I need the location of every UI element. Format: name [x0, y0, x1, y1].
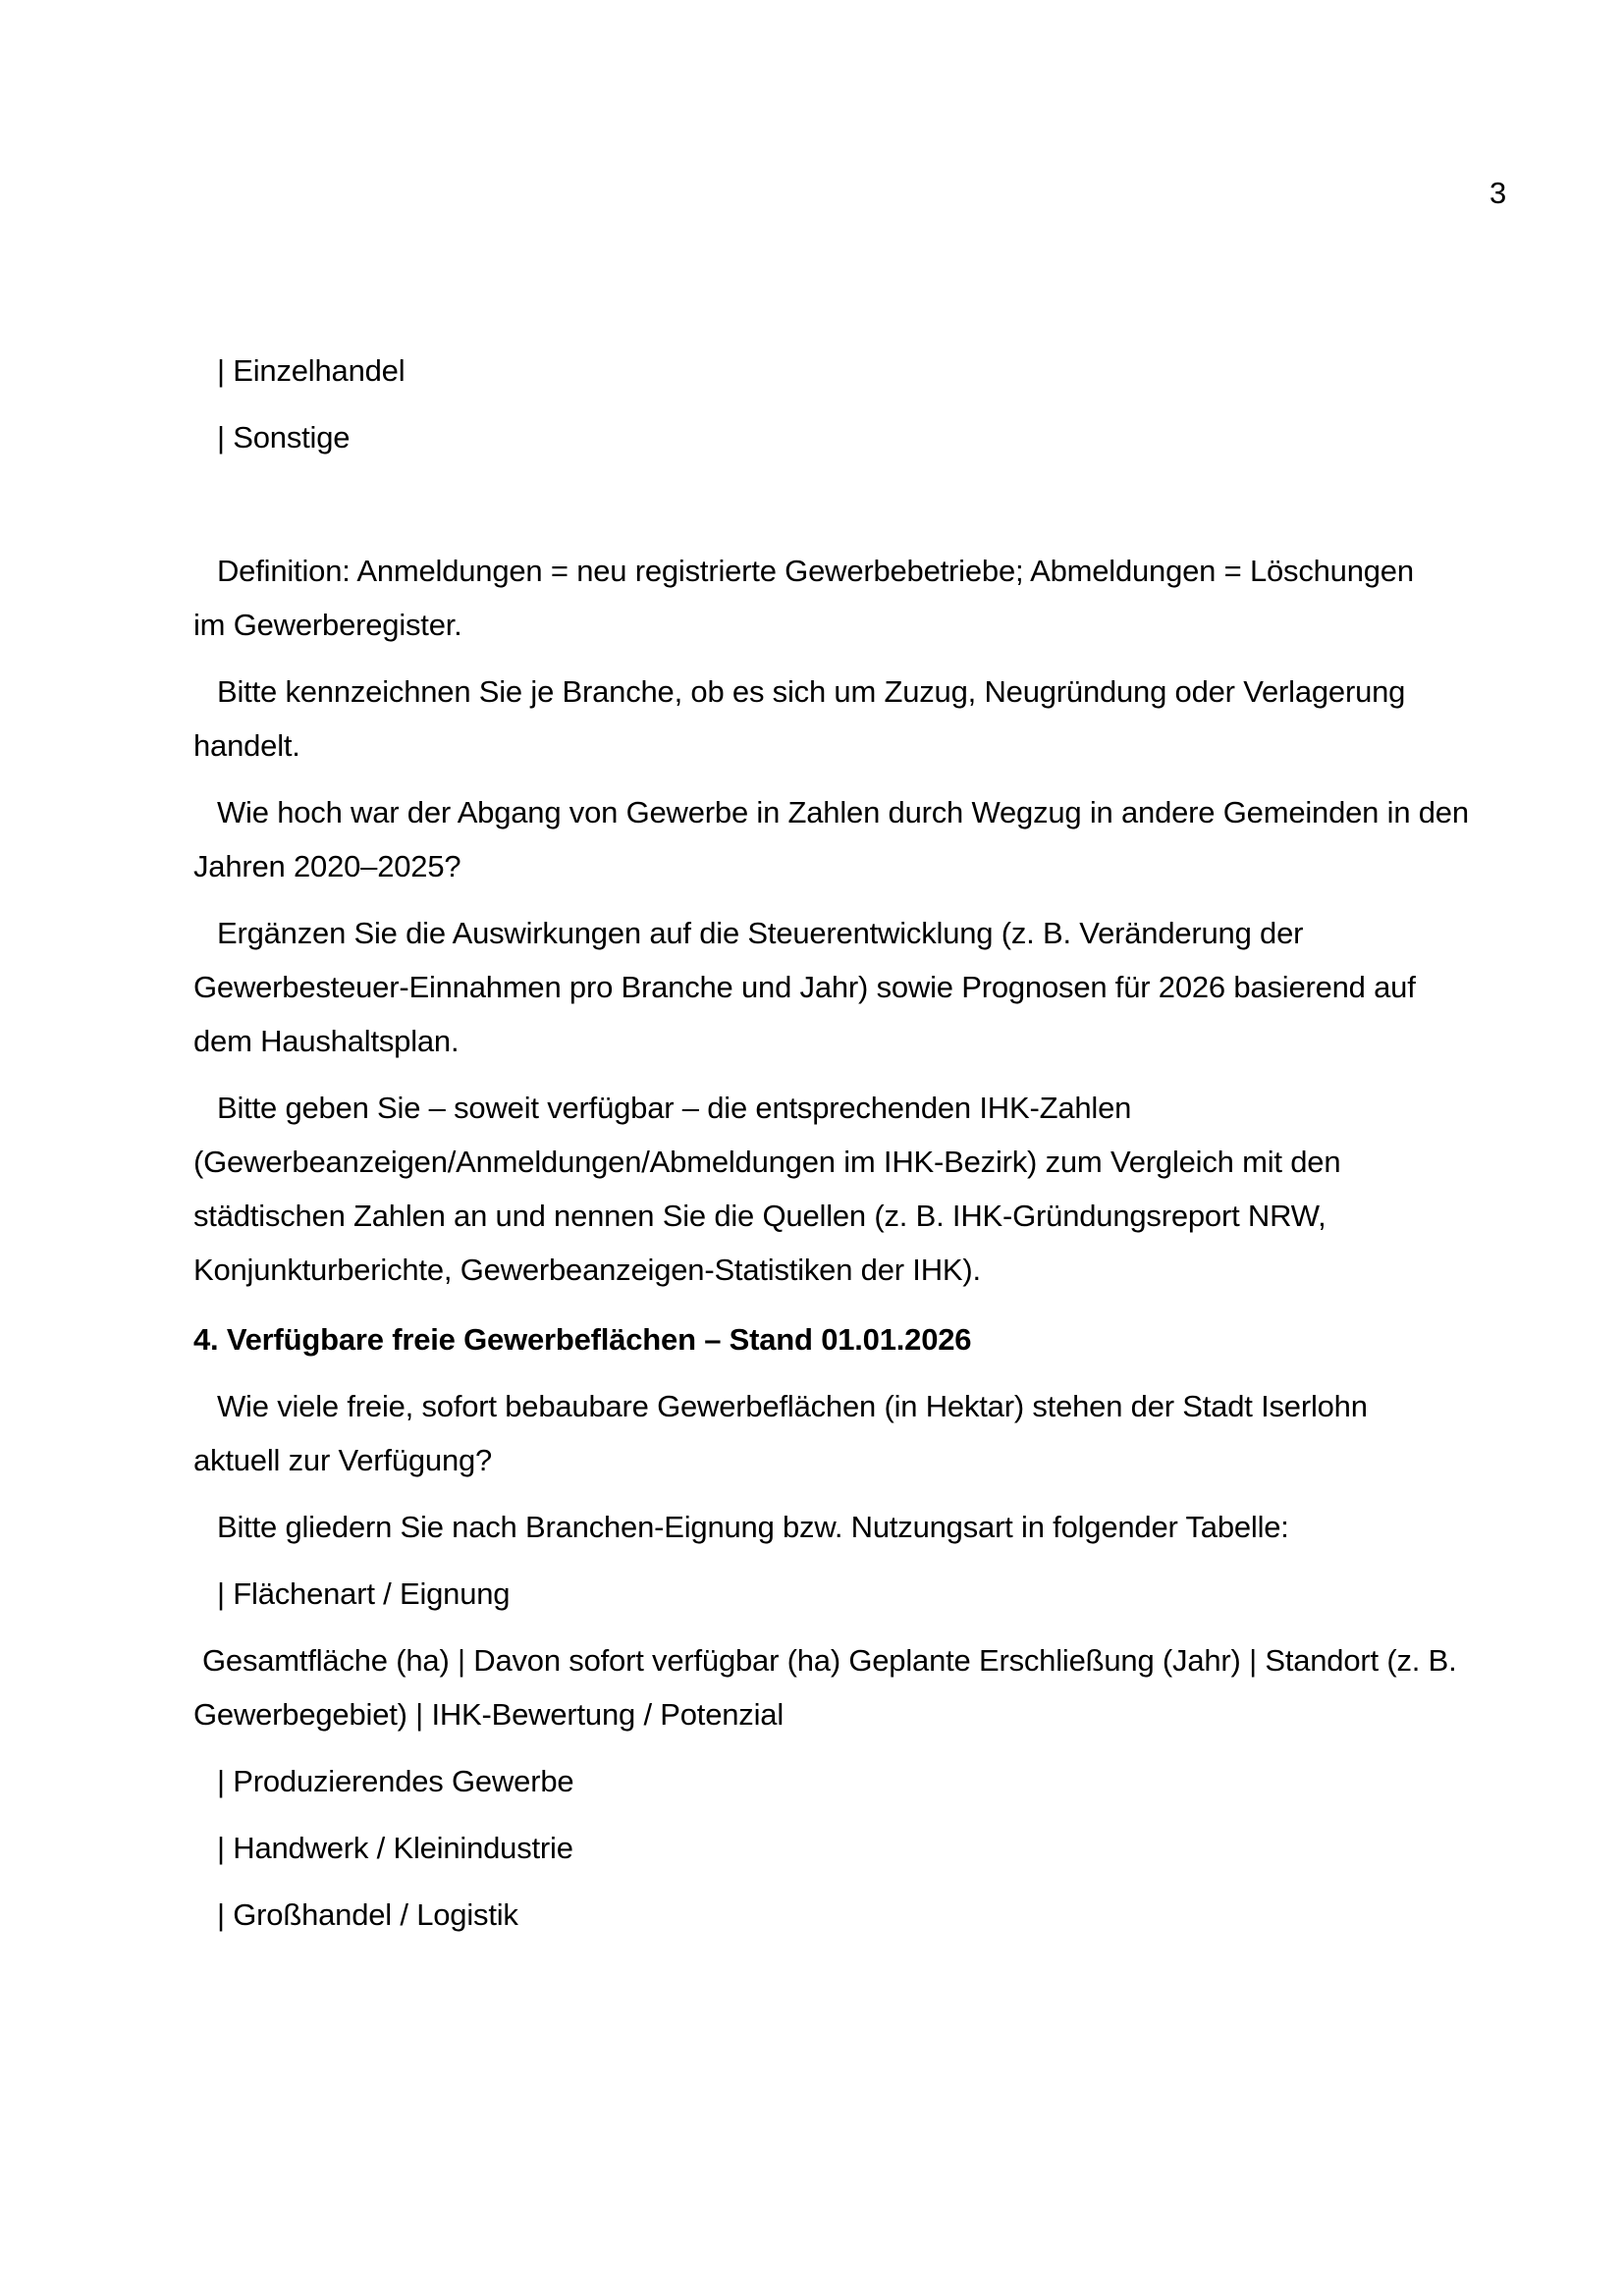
- paragraph: [193, 1821, 1514, 1875]
- text-line: Konjunkturberichte, Gewerbeanzeigen-Statistiken der IHK).: [193, 1253, 981, 1287]
- paragraph: [193, 1379, 1514, 1487]
- paragraph: [193, 1888, 1514, 1942]
- text-line: | Produzierendes Gewerbe: [217, 1764, 574, 1798]
- blank-line: [193, 477, 1514, 531]
- text-line: | Sonstige: [217, 420, 351, 454]
- text-line: Gewerbegebiet) | IHK-Bewertung / Potenzial: [193, 1697, 785, 1732]
- page-number: 3: [1489, 176, 1507, 210]
- paragraph: [193, 906, 1514, 1068]
- text-line: aktuell zur Verfügung?: [193, 1443, 493, 1477]
- text-line: | Handwerk / Kleinindustrie: [217, 1831, 573, 1865]
- text-line: Wie hoch war der Abgang von Gewerbe in Zahlen durch Wegzug in andere Gemeinden in den: [217, 795, 1469, 829]
- text-line: Gesamtfläche (ha) | Davon sofort verfügbar (ha) Geplante Erschließung (Jahr) | Standort (z. B.: [202, 1643, 1457, 1678]
- text-line: handelt.: [193, 728, 300, 763]
- text-line: Ergänzen Sie die Auswirkungen auf die Steuerentwicklung (z. B. Veränderung der: [217, 916, 1304, 950]
- text-line: Definition: Anmeldungen = neu registrierte Gewerbebetriebe; Abmeldungen = Löschungen: [217, 554, 1414, 588]
- document-content: [193, 344, 1514, 1954]
- paragraph: [193, 1081, 1514, 1297]
- section-heading: [193, 1312, 1514, 1366]
- text-line: Jahren 2020–2025?: [193, 849, 461, 883]
- paragraph: [193, 1567, 1514, 1621]
- text-line: Bitte gliedern Sie nach Branchen-Eignung bzw. Nutzungsart in folgender Tabelle:: [217, 1510, 1289, 1544]
- text-line: | Einzelhandel: [217, 353, 406, 388]
- text-line: Wie viele freie, sofort bebaubare Gewerbeflächen (in Hektar) stehen der Stadt Iserlohn: [217, 1389, 1368, 1423]
- paragraph: [193, 1500, 1514, 1554]
- text-line: im Gewerberegister.: [193, 608, 462, 642]
- text-line: Gewerbesteuer-Einnahmen pro Branche und Jahr) sowie Prognosen für 2026 basierend auf: [193, 970, 1416, 1004]
- text-line: Bitte geben Sie – soweit verfügbar – die entsprechenden IHK-Zahlen: [217, 1091, 1132, 1125]
- paragraph: [193, 410, 1514, 464]
- paragraph: [193, 785, 1514, 893]
- paragraph: [193, 665, 1514, 773]
- paragraph: [193, 1754, 1514, 1808]
- text-line: städtischen Zahlen an und nennen Sie die Quellen (z. B. IHK-Gründungsreport NRW,: [193, 1199, 1326, 1233]
- text-line: | Flächenart / Eignung: [217, 1576, 511, 1611]
- paragraph: [193, 544, 1514, 652]
- text-line: (Gewerbeanzeigen/Anmeldungen/Abmeldungen im IHK-Bezirk) zum Vergleich mit den: [193, 1145, 1341, 1179]
- text-line: Bitte kennzeichnen Sie je Branche, ob es sich um Zuzug, Neugründung oder Verlagerung: [217, 674, 1406, 709]
- paragraph: [193, 344, 1514, 398]
- paragraph: [193, 1633, 1514, 1741]
- text-line: | Großhandel / Logistik: [217, 1897, 518, 1932]
- text-line: dem Haushaltsplan.: [193, 1024, 460, 1058]
- text-line: 4. Verfügbare freie Gewerbeflächen – Stand 01.01.2026: [193, 1322, 972, 1357]
